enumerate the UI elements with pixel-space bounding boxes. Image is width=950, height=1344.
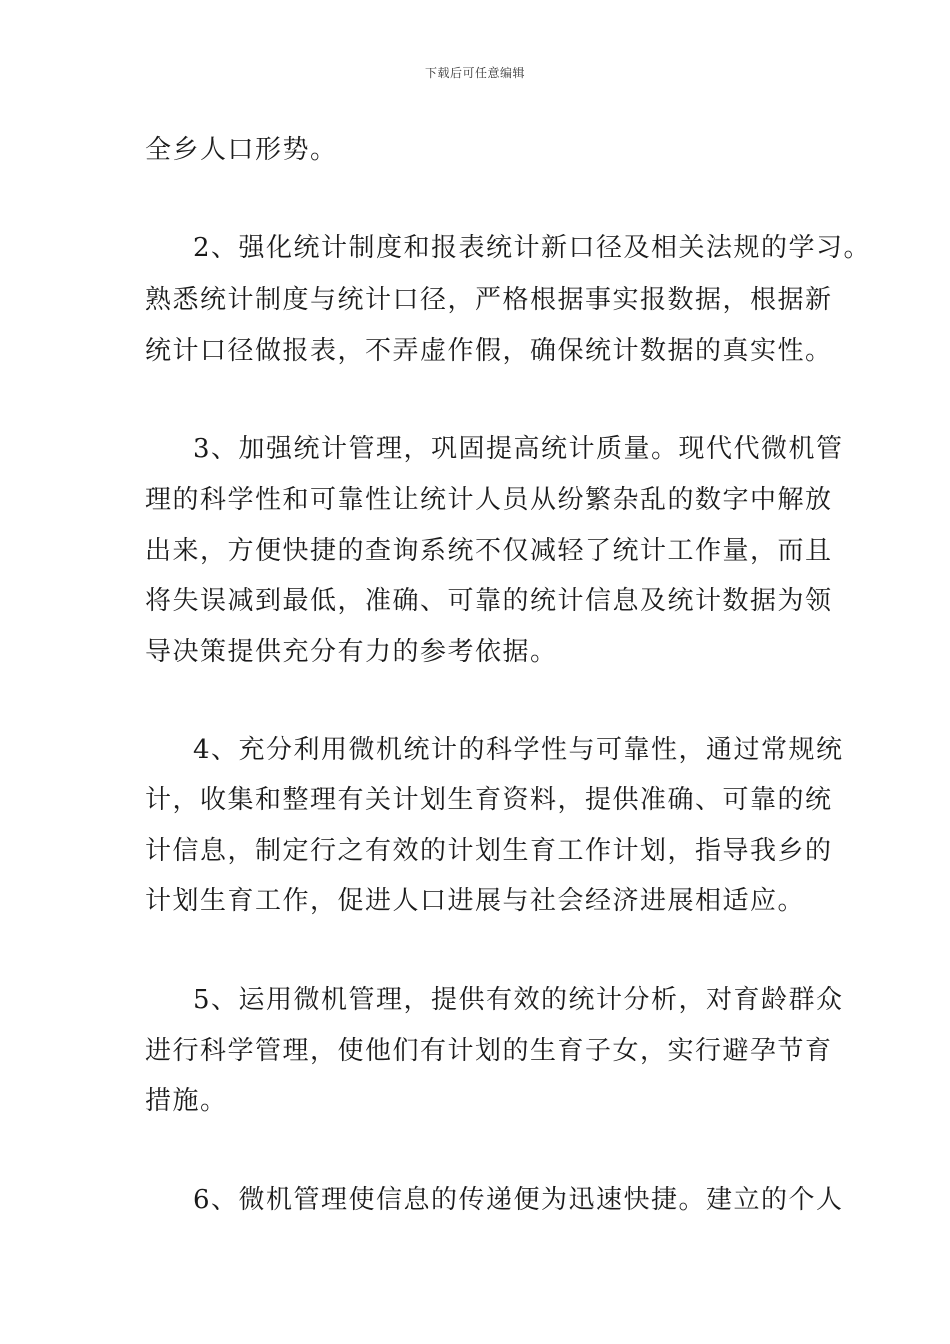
text-line: 全乡人口形势。 bbox=[145, 135, 338, 165]
page-header-note: 下载后可任意编辑 bbox=[424, 66, 525, 80]
text-line: 将失误减到最低，准确、可靠的统计信息及统计数据为领 bbox=[145, 586, 833, 616]
paragraph-4-line: 4、充分利用微机统计的科学性与可靠性，通过常规统 bbox=[193, 735, 844, 765]
text-line: 统计口径做报表，不弄虚作假，确保统计数据的真实性。 bbox=[145, 336, 833, 366]
text-line: 措施。 bbox=[145, 1086, 228, 1116]
text-line: 计划生育工作，促进人口进展与社会经济进展相适应。 bbox=[145, 886, 806, 916]
text-line: 理的科学性和可靠性让统计人员从纷繁杂乱的数字中解放 bbox=[145, 485, 833, 515]
text-line: 熟悉统计制度与统计口径，严格根据事实报数据，根据新 bbox=[145, 285, 833, 315]
paragraph-2-line: 2、强化统计制度和报表统计新口径及相关法规的学习。 bbox=[193, 233, 872, 263]
text-line: 导决策提供充分有力的参考依据。 bbox=[145, 637, 558, 667]
paragraph-3-line: 3、加强统计管理，巩固提高统计质量。现代代微机管 bbox=[193, 434, 844, 464]
paragraph-5-line: 5、运用微机管理，提供有效的统计分析，对育龄群众 bbox=[193, 985, 844, 1015]
text-line: 进行科学管理，使他们有计划的生育子女，实行避孕节育 bbox=[145, 1036, 833, 1066]
text-line: 计，收集和整理有关计划生育资料，提供准确、可靠的统 bbox=[145, 785, 833, 815]
text-line: 出来，方便快捷的查询系统不仅减轻了统计工作量，而且 bbox=[145, 536, 833, 566]
paragraph-6-line: 6、微机管理使信息的传递便为迅速快捷。建立的个人 bbox=[193, 1185, 844, 1215]
text-line: 计信息，制定行之有效的计划生育工作计划，指导我乡的 bbox=[145, 836, 833, 866]
